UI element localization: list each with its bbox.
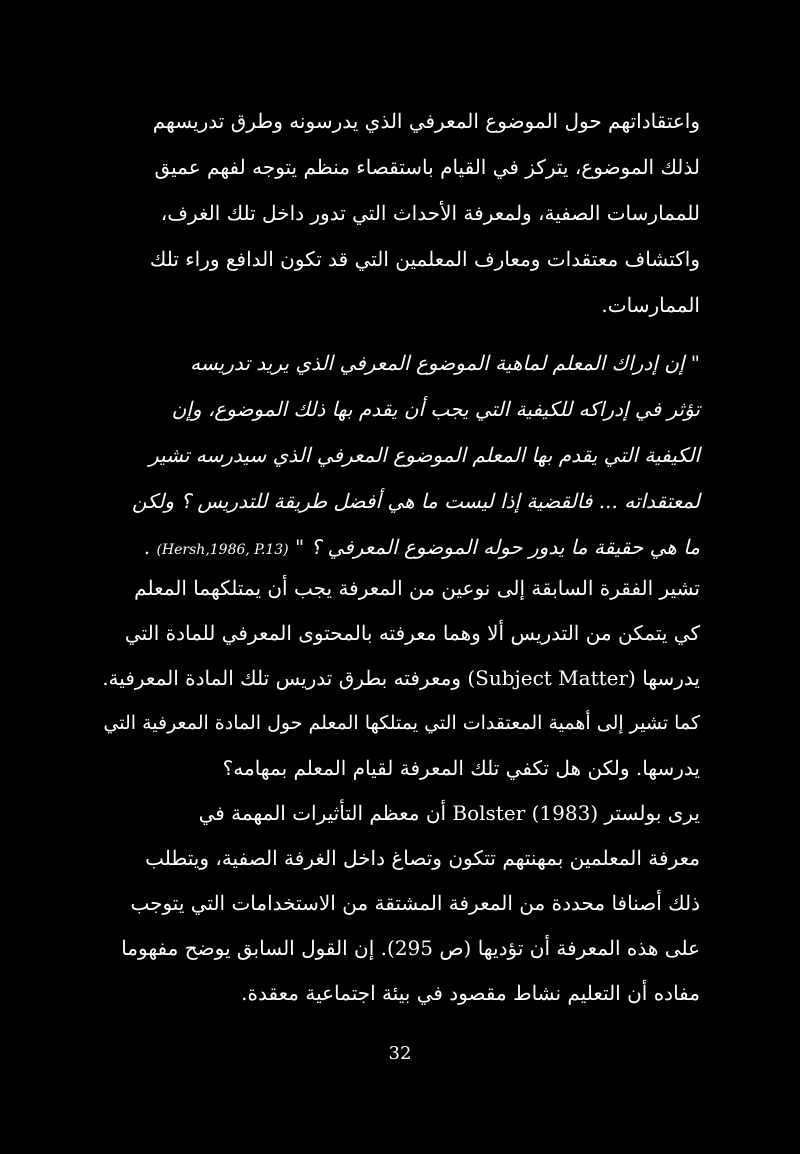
- text-line: يدرسها (Subject Matter) ومعرفته بطرق تدريس تلك المادة المعرفية.: [102, 666, 700, 690]
- text-line: واكتشاف معتقدات ومعارف المعلمين التي قد تكون الدافع وراء تلك: [149, 247, 700, 271]
- text-line: كما تشير إلى أهمية المعتقدات التي يمتلكها المعلم حول المادة المعرفية التي: [103, 712, 700, 734]
- page-number: 32: [388, 1043, 412, 1064]
- text-line: معرفة المعلمين بمهنتهم تتكون وتصاغ داخل الغرفة الصفية، ويتطلب: [145, 846, 700, 870]
- paragraph-1: [96, 98, 700, 328]
- text-line: يدرسها. ولكن هل تكفي تلك المعرفة لقيام المعلم بمهامه؟: [222, 756, 700, 780]
- block-quote: [96, 340, 700, 573]
- quote-line: لمعتقداته ... فالقضية إذا ليست ما هي أفضل طريقة للتدريس ؟ ولكن: [132, 489, 700, 513]
- text-line: مفاده أن التعليم نشاط مقصود في بيئة اجتماعية معقدة.: [241, 981, 700, 1005]
- citation: (Hersh,1986, P.13): [156, 542, 289, 558]
- text-line: الممارسات.: [601, 293, 700, 317]
- text-line: على هذه المعرفة أن تؤديها (ص 295). إن القول السابق يوضح مفهوما: [121, 936, 700, 960]
- text-line: كي يتمكن من التدريس ألا وهما معرفته بالمحتوى المعرفي للمادة التي: [124, 621, 700, 645]
- quote-line: الكيفية التي يقدم بها المعلم الموضوع المعرفي الذي سيدرسه تشير: [148, 443, 700, 467]
- text-line: ذلك أصنافا محددة من المعرفة المشتقة من الاستخدامات التي يتوجب: [130, 891, 700, 915]
- quote-line: تؤثر في إدراكه للكيفية التي يجب أن يقدم بها ذلك الموضوع، وإن: [171, 397, 700, 421]
- text-line: تشير الفقرة السابقة إلى نوعين من المعرفة يجب أن يمتلكهما المعلم: [134, 576, 700, 600]
- paragraph-3: [96, 791, 700, 1016]
- text-line: لذلك الموضوع، يتركز في القيام باستقصاء منظم يتوجه لفهم عميق: [154, 155, 700, 179]
- text-line: يرى بولستر Bolster (1983) أن معظم التأثيرات المهمة في: [198, 801, 700, 825]
- quote-line: " إن إدراك المعلم لماهية الموضوع المعرفي الذي يريد تدريسه: [190, 351, 700, 375]
- quote-line-text: ما هي حقيقة ما يدور حوله الموضوع المعرفي ؟ ": [294, 535, 700, 559]
- text-line: واعتقاداتهم حول الموضوع المعرفي الذي يدرسونه وطرق تدريسهم: [152, 109, 700, 133]
- paragraph-2: [96, 566, 700, 791]
- text-line: للممارسات الصفية، ولمعرفة الأحداث التي تدور داخل تلك الغرف،: [160, 201, 700, 225]
- quote-end: .: [143, 535, 151, 559]
